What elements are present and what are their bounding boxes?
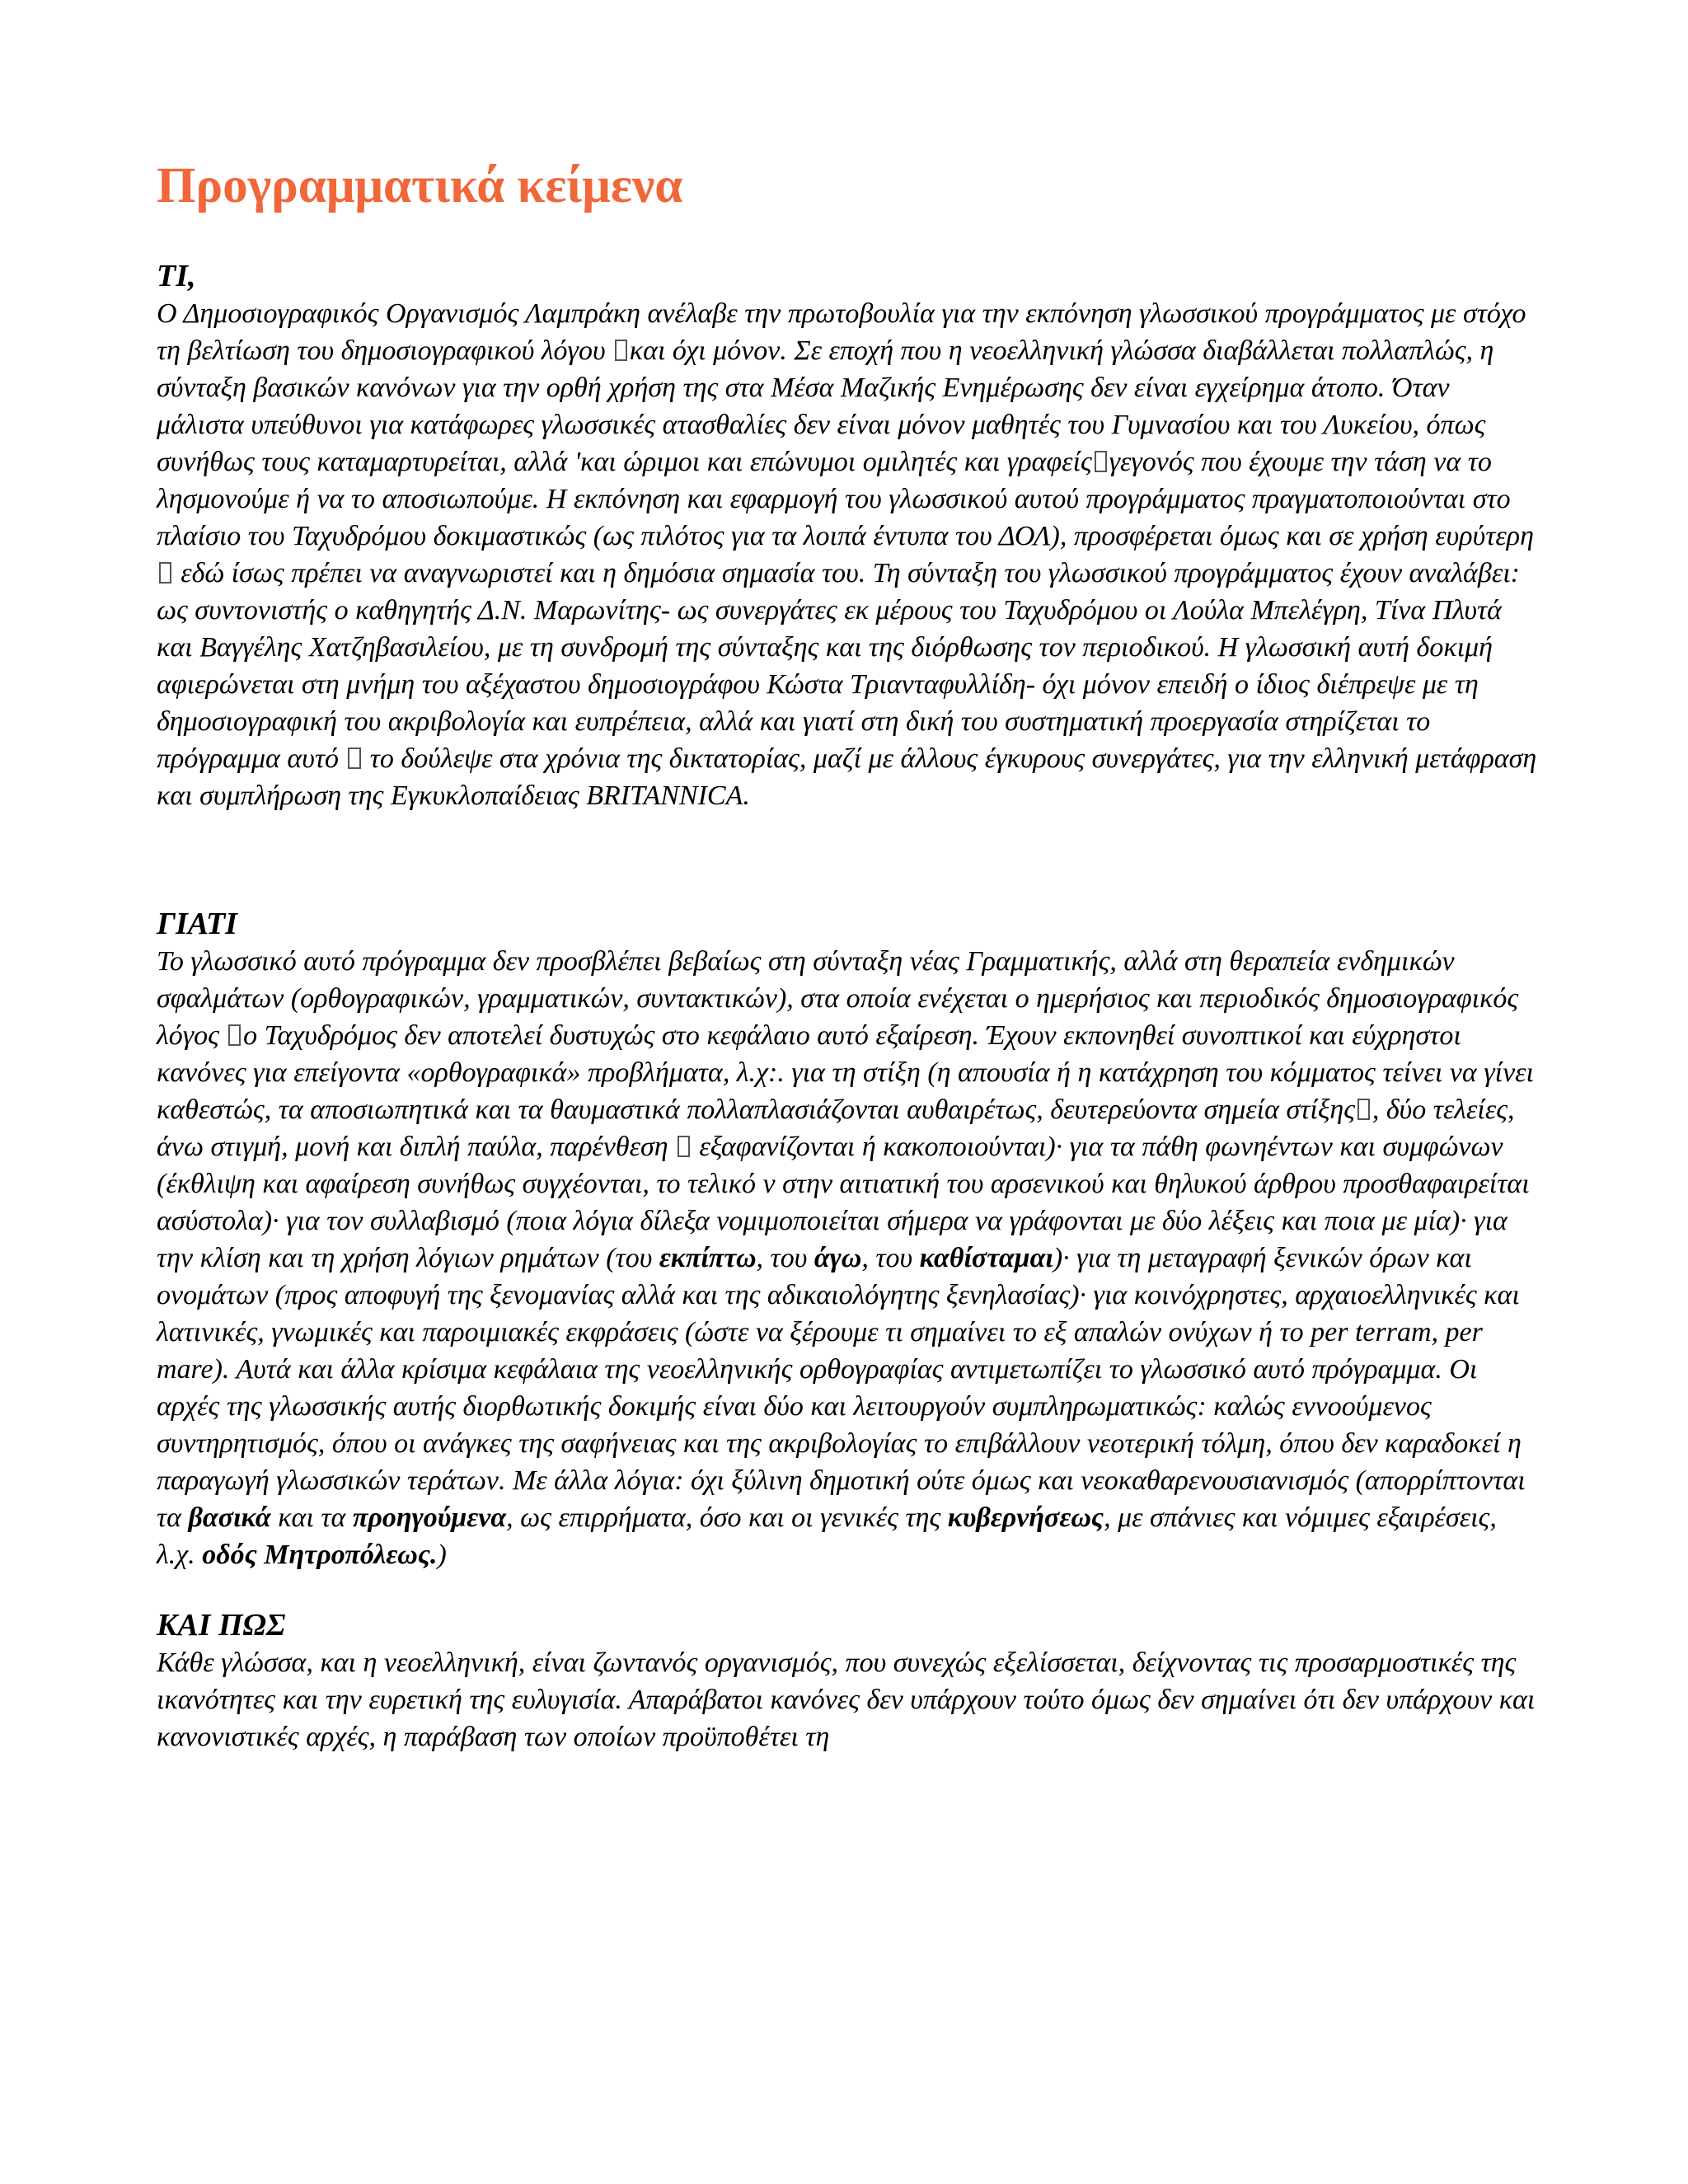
bold-term: κυβερνήσεως	[947, 1502, 1104, 1533]
section-heading: ΤΙ,	[157, 259, 196, 293]
bold-term: οδός Μητροπόλεως.	[202, 1540, 438, 1570]
text-run: και όχι μόνον. Σε εποχή που η νεοελληνική γλώσσα διαβάλλεται πολλαπλώς, η σύνταξη βασικών κανόνων για την ορθή χρήση της στα Μέσα Μαζικής Ενημέρωσης δεν είναι εγχείρημα άτοπο. Όταν μάλιστα υπεύθυνοι για κατάφωρες γλωσσικές ατασθαλίες δεν είναι μόνον μαθητές του Γυμνασίου και του Λυκείου, όπως συνήθως τους καταμαρτυρείται, αλλά 'και ώριμοι και επώνυμοι ομιλητές και γραφείς	[157, 335, 1494, 477]
text-run: )· για τη μεταγραφή ξενικών όρων και ονομάτων (προς αποφυγή της ξενομανίας αλλά και της αδικαιολόγητης ξενηλασίας)· για κοινόχρηστες, αρχαιοελληνικές και λατινικές, γνωμικές και παροιμιακές εκφράσεις (ώστε να ξέρουμε τι σημαίνει το εξ απαλών ονύχων ή το per terram, per mare). Αυτά και άλλα κρίσιμα κεφάλαια της νεοελληνικής ορθογραφίας αντιμετωπίζει το γλωσσικό αυτό πρόγραμμα. Οι αρχές της γλωσσικής αυτής διορθωτικής δοκιμής είναι δύο και λειτουργούν συμπληρωματικώς: καλώς εννοούμενος συντηρητισμός, όπου οι ανάγκες της σαφήνειας και της ακριβολογίας το επιβάλλουν νεοτερική τόλμη, όπου δεν καραδοκεί η παραγωγή γλωσσικών τεράτων. Με άλλα λόγια: όχι ξύλινη δημοτική ούτε όμως και νεοκαθαρενουσιανισμός (απορρίπτονται τα	[157, 1243, 1526, 1533]
text-run: εξαφανίζονται ή κακοποιούνται)· για τα πάθη φωνηέντων και συμφώνων (έκθλιψη και αφαίρεση συνήθως συγχέονται, το τελικό ν στην αιτιατική του αρσενικού και θηλυκού άρθρου προσθαφαιρείται ασύστολα)· για τον συλλαβισμό (ποια λόγια δίλεξα νομιμοποιείται σήμερα να γράφονται με δύο λέξεις και ποια με μία)· για την κλίση και τη χρήση λόγιων ρημάτων (του	[157, 1132, 1530, 1273]
page-title: Προγραμματικά κείμενα	[157, 158, 683, 213]
text-run: , του	[756, 1243, 814, 1273]
section-body	[157, 1644, 1541, 1755]
section-heading: ΚΑΙ ΠΩΣ	[157, 1608, 286, 1643]
text-run: Το γλωσσικό αυτό πρόγραμμα δεν προσβλέπει βεβαίως στη σύνταξη νέας Γραμματικής, αλλά στη θεραπεία ενδημικών σφαλμάτων (ορθογραφικών, γραμματικών, συντακτικών), στα οποία ενέχεται ο ημερήσιος και περιοδικός δημοσιογραφικός λόγος	[157, 946, 1519, 1051]
bold-term: καθίσταμαι	[919, 1243, 1053, 1273]
missing-glyph-icon	[348, 748, 360, 769]
text-run: , ως επιρρήματα, όσο και οι γενικές της	[506, 1502, 948, 1533]
text-run: ο Ταχυδρόμος δεν αποτελεί δυστυχώς στο κεφάλαιο αυτό εξαίρεση. Έχουν εκπονηθεί συνοπτικοί και εύχρηστοι κανόνες για επείγοντα «ορθογραφικά» προβλήματα, λ.χ:. για τη στίξη (η απουσία ή η κατάχρηση του κόμματος τείνει να γίνει καθεστώς, τα αποσιωπητικά και τα θαυμαστικά πολλαπλασιάζονται αυθαιρέτως, δευτερεύοντα σημεία στίξης	[157, 1020, 1534, 1125]
text-run: γεγονός που έχουμε την τάση να το λησμονούμε ή να το αποσιωπούμε. Η εκπόνηση και εφαρμογή του γλωσσικού αυτού προγράμματος πραγματοποιούνται στο πλαίσιο του Ταχυδρόμου δοκιμαστικώς (ως πιλότος για τα λοιπά έντυπα του ΔΟΛ), προσφέρεται όμως και σε χρήση ευρύτερη	[157, 447, 1534, 551]
section-ti	[157, 257, 1541, 814]
text-run: το δούλεψε στα χρόνια της δικτατορίας, μαζί με άλλους έγκυρους συνεργάτες, για την ελληνική μετάφραση και συμπλήρωση της Εγκυκλοπαίδειας BRITANNICA.	[157, 743, 1537, 811]
missing-glyph-icon	[1357, 1099, 1370, 1120]
section-body	[157, 943, 1541, 1573]
bold-term: εκπίπτω	[659, 1243, 757, 1273]
missing-glyph-icon	[615, 340, 627, 361]
section-giati	[157, 905, 1541, 1573]
text-run: )	[437, 1540, 447, 1570]
missing-glyph-icon	[159, 562, 171, 583]
text-run: Ο Δημοσιογραφικός Οργανισμός Λαμπράκη ανέλαβε την πρωτοβουλία για την εκπόνηση γλωσσικού προγράμματος με στόχο τη βελτίωση του δημοσιογραφικού λόγου	[157, 298, 1526, 366]
text-run: , δύο τελείες, άνω στιγμή, μονή και διπλή παύλα, παρένθεση	[157, 1094, 1515, 1162]
section-heading: ΓΙΑΤΙ	[157, 907, 237, 941]
missing-glyph-icon	[678, 1136, 690, 1157]
section-body	[157, 295, 1541, 814]
missing-glyph-icon	[228, 1024, 241, 1046]
text-run: και τα	[270, 1502, 353, 1533]
text-run: , του	[861, 1243, 920, 1273]
text-run: , με σπάνιες και νόμιμες εξαιρέσεις, λ.χ.	[157, 1502, 1497, 1570]
section-kai-pos	[157, 1606, 1541, 1755]
text-run: εδώ ίσως πρέπει να αναγνωριστεί και η δημόσια σημασία του. Τη σύνταξη του γλωσσικού προγράμματος έχουν αναλάβει: ως συντονιστής ο καθηγητής Δ.Ν. Μαρωνίτης- ως συνεργάτες εκ μέρους του Ταχυδρόμου οι Λούλα Μπελέγρη, Τίνα Πλυτά και Βαγγέλης Χατζηβασιλείου, με τη συνδρομή της σύνταξης και της διόρθωσης τον περιοδικού. Η γλωσσική αυτή δοκιμή αφιερώνεται στη μνήμη του αξέχαστου δημοσιογράφου Κώστα Τριανταφυλλίδη- όχι μόνον επειδή ο ίδιος διέπρεψε με τη δημοσιογραφική του ακριβολογία και ευπρέπεια, αλλά και γιατί στη δική του συστηματική προεργασία στηρίζεται το πρόγραμμα αυτό	[157, 558, 1520, 774]
text-run: Κάθε γλώσσα, και η νεοελληνική, είναι ζωντανός οργανισμός, που συνεχώς εξελίσσεται, δείχνοντας τις προσαρμοστικές της ικανότητες και την ευρετική της ευλυγισία. Απαράβατοι κανόνες δεν υπάρχουν τούτο όμως δεν σημαίνει ότι δεν υπάρχουν και κανονιστικές αρχές, η παράβαση των οποίων προϋποθέτει τη	[157, 1647, 1536, 1752]
bold-term: προηγούμενα	[352, 1502, 507, 1533]
bold-term: βασικά	[188, 1502, 271, 1533]
document-page	[157, 157, 1541, 1755]
bold-term: άγω	[814, 1243, 862, 1273]
missing-glyph-icon	[1095, 451, 1107, 472]
